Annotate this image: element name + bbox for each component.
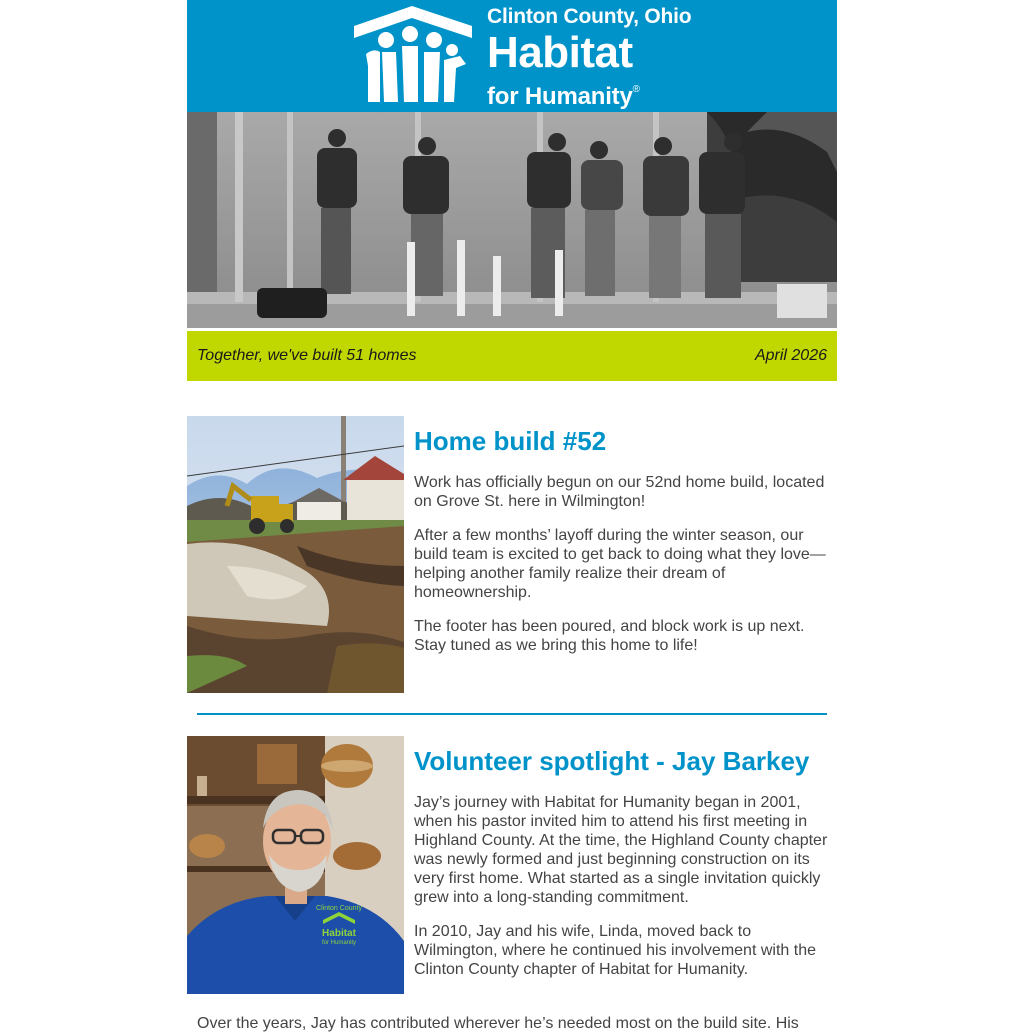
section-divider	[197, 713, 827, 715]
story-home-build	[187, 416, 837, 693]
shirt-logo-county: Clinton County	[316, 905, 362, 912]
volunteers-raising-wall-image	[187, 112, 837, 328]
newsletter	[187, 0, 837, 1033]
story-volunteer-spotlight-paragraph: Jay’s journey with Habitat for Humanity began in 2001, when his pastor invited him to attend his first meeting in Highland County. At the time, the Highland County chapter was newly formed and just beginning construction on its very first home. What started as a single invitation quickly grew into a long-standing commitment.	[414, 794, 828, 906]
story-home-build-title: Home build #52	[414, 426, 607, 456]
story-continuation-text: Over the years, Jay has contributed wherever he’s needed most on the build site. His	[197, 1015, 799, 1032]
shirt-logo-humanity: for Humanity	[321, 940, 357, 946]
story-home-build-paragraph: After a few months’ layoff during the winter season, our build team is excited to get back to doing what they love—helping another family realize their dream of homeownership.	[414, 527, 826, 601]
story-home-build-paragraph: Work has officially begun on our 52nd home build, located on Grove St. here in Wilmington!	[414, 474, 825, 510]
story-volunteer-spotlight-paragraph: In 2010, Jay and his wife, Linda, moved back to Wilmington, where he continued his involvement with the Clinton County chapter of Habitat for Humanity.	[414, 923, 816, 978]
volunteer-portrait-image	[187, 736, 404, 994]
story-volunteer-spotlight	[187, 736, 837, 994]
tagline-banner	[187, 331, 837, 381]
shirt-logo-habitat: Habitat	[322, 928, 356, 939]
story-home-build-paragraph: The footer has been poured, and block work is up next. Stay tuned as we bring this home to life!	[414, 618, 805, 654]
registered-mark: ®	[632, 84, 640, 95]
logo-wordmark	[487, 4, 691, 111]
brand-habitat: Habitat	[487, 28, 633, 77]
county-name: Clinton County, Ohio	[487, 5, 692, 28]
story-volunteer-spotlight-title: Volunteer spotlight - Jay Barkey	[414, 746, 810, 776]
header-banner	[187, 0, 837, 112]
brand-for-humanity	[487, 76, 691, 111]
issue-date: April 2026	[754, 347, 827, 364]
brand-for-humanity-text: for Humanity	[487, 83, 633, 110]
story-home-build-body	[414, 416, 832, 670]
homes-built-tagline: Together, we've built 51 homes	[197, 347, 417, 364]
construction-site-image	[187, 416, 404, 693]
story-volunteer-spotlight-body	[414, 736, 832, 994]
habitat-logo-icon	[352, 4, 474, 104]
hero-photo	[187, 112, 837, 328]
